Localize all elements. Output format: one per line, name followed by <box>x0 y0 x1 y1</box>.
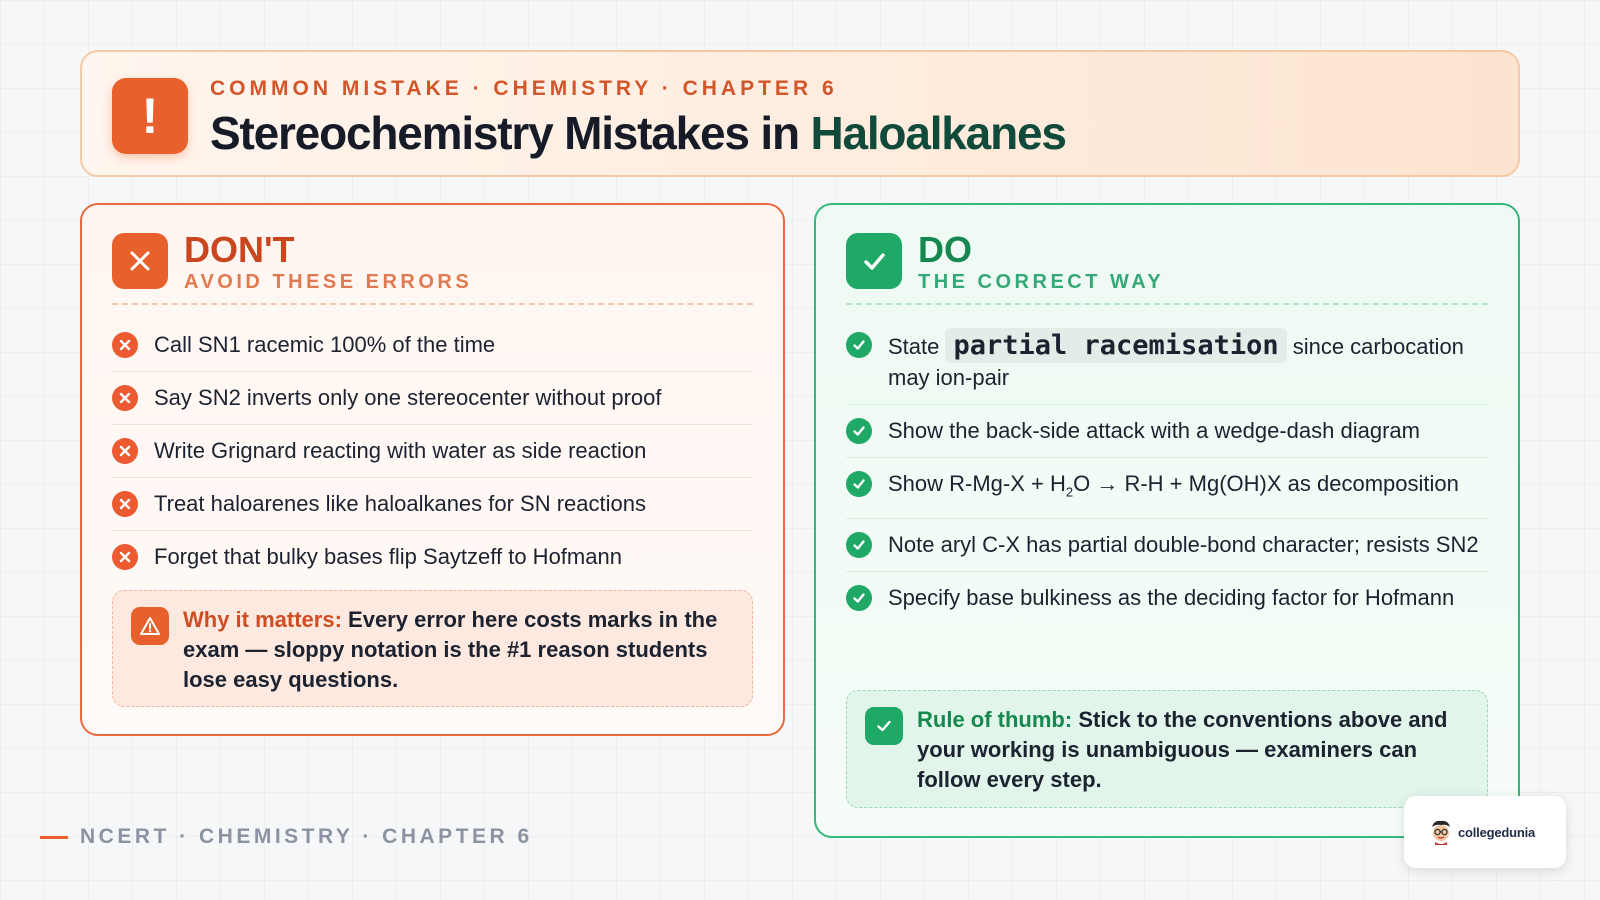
page-title-main: Stereochemistry Mistakes in <box>210 107 811 159</box>
list-item-text: Write Grignard reacting with water as side reaction <box>154 438 647 463</box>
do-subtitle: THE CORRECT WAY <box>918 271 1165 293</box>
list-item <box>846 319 1488 405</box>
check-circle-icon <box>846 418 872 444</box>
close-icon <box>112 233 168 289</box>
divider <box>846 303 1488 305</box>
dont-title: DON'T <box>184 229 295 270</box>
do-title: DO <box>918 229 972 270</box>
code-term: partial racemisation <box>945 328 1286 363</box>
exclamation-icon: ! <box>112 78 188 154</box>
footer-accent-line <box>40 836 68 839</box>
footer-text: NCERT · CHEMISTRY · CHAPTER 6 <box>80 825 533 848</box>
list-item <box>112 531 753 583</box>
list-item <box>846 519 1488 572</box>
list-item <box>112 372 753 425</box>
callout-lead: Why it matters: <box>183 607 342 632</box>
dont-subtitle: AVOID THESE ERRORS <box>184 271 473 293</box>
callout-text: Every error here costs marks in the exam — sloppy notation is the #1 reason students lose easy questions. <box>183 607 718 692</box>
callout-lead: Rule of thumb: <box>917 707 1073 732</box>
list-item-text: Say SN2 inverts only one stereocenter without proof <box>154 385 662 410</box>
do-list <box>846 319 1488 624</box>
list-item-text-before: Show R-Mg-X + H <box>888 471 1066 496</box>
list-item-text: Call SN1 racemic 100% of the time <box>154 332 496 357</box>
list-item <box>846 405 1488 458</box>
dont-list <box>112 319 753 583</box>
do-card-header <box>846 229 1488 303</box>
why-it-matters-callout <box>112 590 753 707</box>
list-item-text: Specify base bulkiness as the deciding factor for Hofmann <box>888 585 1455 611</box>
footer <box>40 825 533 849</box>
logo-text: collegedunia <box>1458 824 1536 840</box>
list-item-text: Show the back-side attack with a wedge-dash diagram <box>888 418 1420 443</box>
x-circle-icon <box>112 385 138 411</box>
callout-text: Stick to the conventions above and your working is unambiguous — examiners can follow every step. <box>917 707 1448 792</box>
list-item-text: Treat haloarenes like haloalkanes for SN reactions <box>154 491 647 516</box>
page-title <box>210 106 1066 160</box>
x-circle-icon <box>112 438 138 464</box>
divider <box>112 303 753 305</box>
list-item <box>112 425 753 478</box>
dont-card <box>80 203 785 736</box>
list-item-text-after: O → R-H + Mg(OH)X as decomposition <box>1073 471 1459 496</box>
dont-card-header <box>112 229 753 303</box>
mascot-icon <box>1426 817 1456 847</box>
list-item-text-before: State <box>888 334 946 359</box>
subscript: 2 <box>1065 484 1074 500</box>
banner-eyebrow: COMMON MISTAKE · CHEMISTRY · CHAPTER 6 <box>210 77 838 100</box>
list-item <box>112 478 753 531</box>
check-circle-icon <box>846 532 872 558</box>
check-icon <box>846 233 902 289</box>
list-item <box>112 319 753 372</box>
list-item-text: Note aryl C-X has partial double-bond character; resists SN2 <box>888 532 1479 558</box>
check-icon <box>865 707 903 745</box>
list-item-text-after: since carbocation may ion-pair <box>888 334 1464 390</box>
x-circle-icon <box>112 491 138 517</box>
x-circle-icon <box>112 544 138 570</box>
collegedunia-logo[interactable] <box>1404 796 1566 868</box>
check-circle-icon <box>846 471 872 497</box>
list-item-text: Forget that bulky bases flip Saytzeff to Hofmann <box>154 544 622 569</box>
check-circle-icon <box>846 332 872 358</box>
page-title-accent: Haloalkanes <box>810 107 1066 159</box>
rule-of-thumb-callout <box>846 690 1488 808</box>
header-banner <box>80 50 1520 177</box>
check-circle-icon <box>846 585 872 611</box>
do-card <box>814 203 1520 838</box>
x-circle-icon <box>112 332 138 358</box>
list-item <box>846 458 1488 519</box>
list-item <box>846 572 1488 624</box>
warning-icon <box>131 607 169 645</box>
